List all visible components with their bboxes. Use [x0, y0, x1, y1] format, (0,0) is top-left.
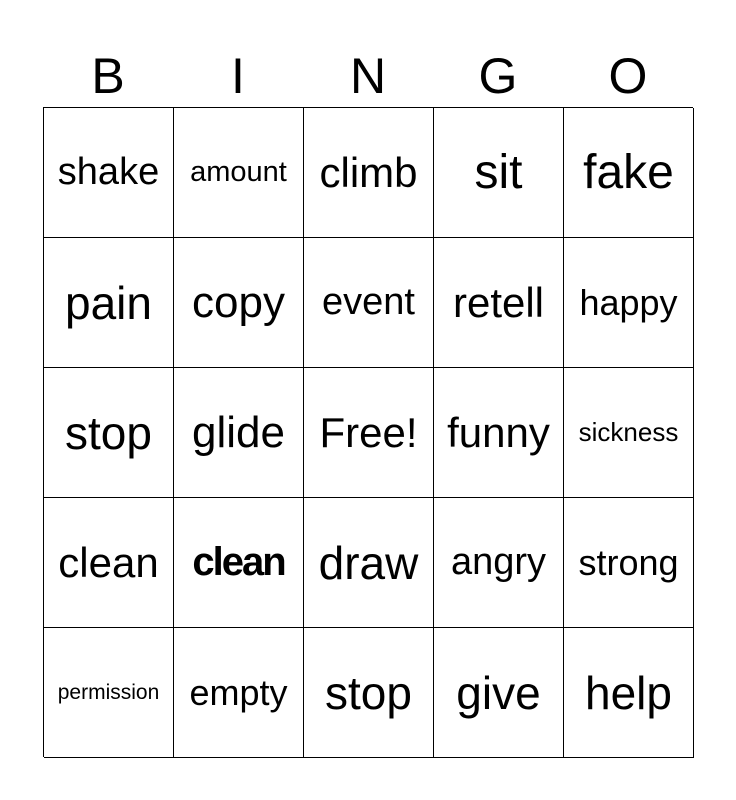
bingo-cell-r1-c4[interactable]: happy	[564, 238, 694, 368]
bingo-cell-r0-c2[interactable]: climb	[304, 108, 434, 238]
bingo-cell-r4-c2[interactable]: stop	[304, 628, 434, 758]
bingo-cell-r1-c3[interactable]: retell	[434, 238, 564, 368]
header-letter-i: I	[231, 48, 245, 104]
bingo-cell-r1-c1[interactable]: copy	[174, 238, 304, 368]
bingo-cell-r2-c3[interactable]: funny	[434, 368, 564, 498]
bingo-cell-r3-c4[interactable]: strong	[564, 498, 694, 628]
bingo-cell-r2-c2[interactable]: Free!	[304, 368, 434, 498]
bingo-cell-r3-c0[interactable]: clean	[44, 498, 174, 628]
bingo-cell-r2-c0[interactable]: stop	[44, 368, 174, 498]
header-letter-g: G	[478, 48, 518, 104]
bingo-cell-r3-c2[interactable]: draw	[304, 498, 434, 628]
bingo-cell-r0-c4[interactable]: fake	[564, 108, 694, 238]
bingo-cell-r0-c1[interactable]: amount	[174, 108, 304, 238]
bingo-cell-r4-c4[interactable]: help	[564, 628, 694, 758]
bingo-header	[43, 46, 693, 106]
bingo-cell-r4-c1[interactable]: empty	[174, 628, 304, 758]
bingo-board	[43, 107, 693, 757]
bingo-cell-r0-c3[interactable]: sit	[434, 108, 564, 238]
bingo-cell-r0-c0[interactable]: shake	[44, 108, 174, 238]
header-letter-o: O	[608, 48, 648, 104]
bingo-cell-r3-c3[interactable]: angry	[434, 498, 564, 628]
header-letter-n: N	[349, 48, 387, 104]
bingo-cell-r3-c1[interactable]: clean	[174, 498, 304, 628]
bingo-cell-r4-c0[interactable]: permission	[44, 628, 174, 758]
bingo-cell-r4-c3[interactable]: give	[434, 628, 564, 758]
bingo-cell-r1-c0[interactable]: pain	[44, 238, 174, 368]
bingo-cell-r1-c2[interactable]: event	[304, 238, 434, 368]
bingo-cell-r2-c4[interactable]: sickness	[564, 368, 694, 498]
bingo-cell-r2-c1[interactable]: glide	[174, 368, 304, 498]
header-letter-b: B	[91, 48, 125, 104]
